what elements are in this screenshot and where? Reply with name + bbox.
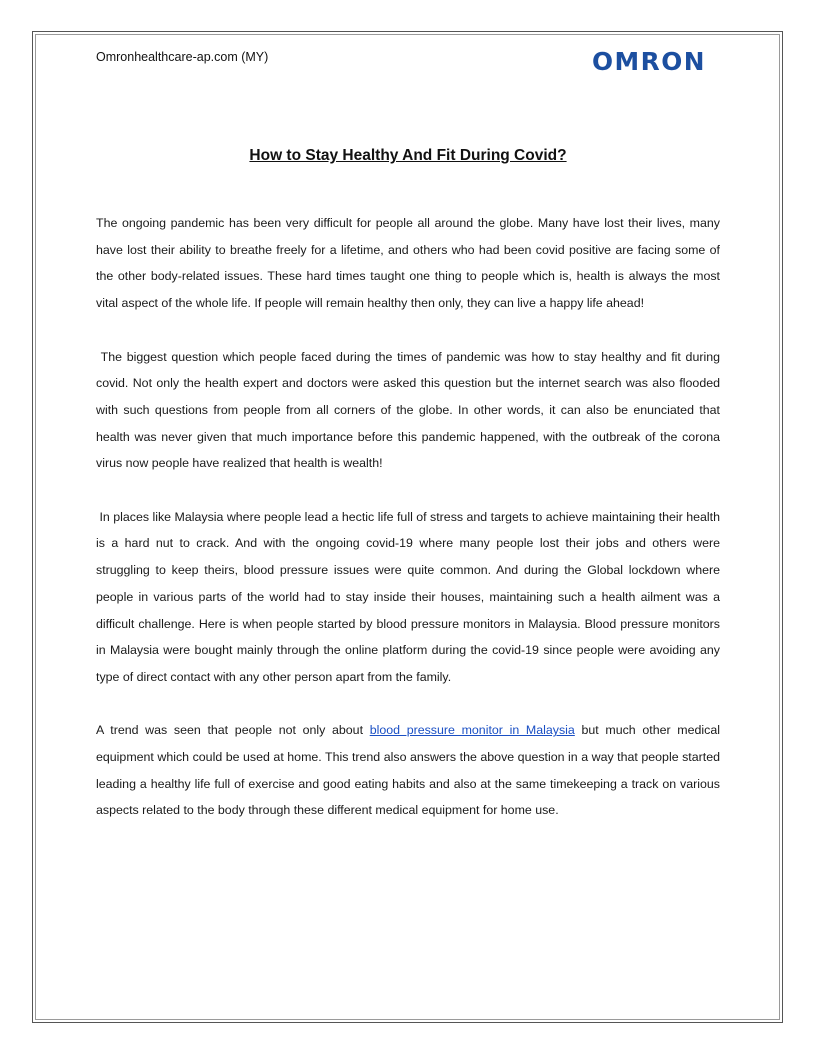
paragraph-4-text-before: A trend was seen that people not only about	[96, 723, 370, 738]
omron-logo	[590, 44, 708, 78]
header-site-label: Omronhealthcare-ap.com (MY)	[96, 50, 269, 64]
bp-monitor-link[interactable]: blood pressure monitor in Malaysia	[369, 723, 575, 738]
omron-logo-graphic	[590, 44, 708, 78]
paragraph-4-text-after: but much other medical equipment which could be used at home. This trend also answers the above question in a way that people started leading a healthy life full of exercise and good eating habits and also at the same timekeeping a track on various aspects related to the body through these different medical equipment for home use.	[96, 723, 720, 818]
title-wrapper	[96, 147, 720, 165]
article-body	[96, 210, 720, 851]
omron-logo-text: OMRON	[592, 47, 706, 76]
paragraph-4	[96, 717, 720, 824]
paragraph-3: In places like Malaysia where people lead a hectic life full of stress and targets to achieve maintaining their health is a hard nut to crack. And with the ongoing covid-19 where many people lost their jobs and others were struggling to keep theirs, blood pressure issues were quite common. And during the Global lockdown where people in various parts of the world had to stay inside their houses, maintaining such a health ailment was a difficult challenge. Here is when people started by blood pressure monitors in Malaysia. Blood pressure monitors in Malaysia were bought mainly through the online platform during the covid-19 since people were avoiding any type of direct contact with any other person apart from the family.	[96, 509, 721, 684]
paragraph-2: The biggest question which people faced during the times of pandemic was how to stay healthy and fit during covid. Not only the health expert and doctors were asked this question but the internet search was also flooded with such questions from people from all corners of the globe. In other words, it can also be enunciated that health was never given that much importance before this pandemic happened, with the outbreak of the corona virus now people have realized that health is wealth!	[96, 349, 720, 471]
page-title: How to Stay Healthy And Fit During Covid?	[249, 147, 567, 164]
paragraph-1: The ongoing pandemic has been very difficult for people all around the globe. Many have lost their lives, many have lost their ability to breathe freely for a lifetime, and others who had been covid positive are facing some of the other body-related issues. These hard times taught one thing to people which is, health is always the most vital aspect of the whole life. If people will remain healthy then only, they can live a happy life ahead!	[96, 216, 720, 311]
